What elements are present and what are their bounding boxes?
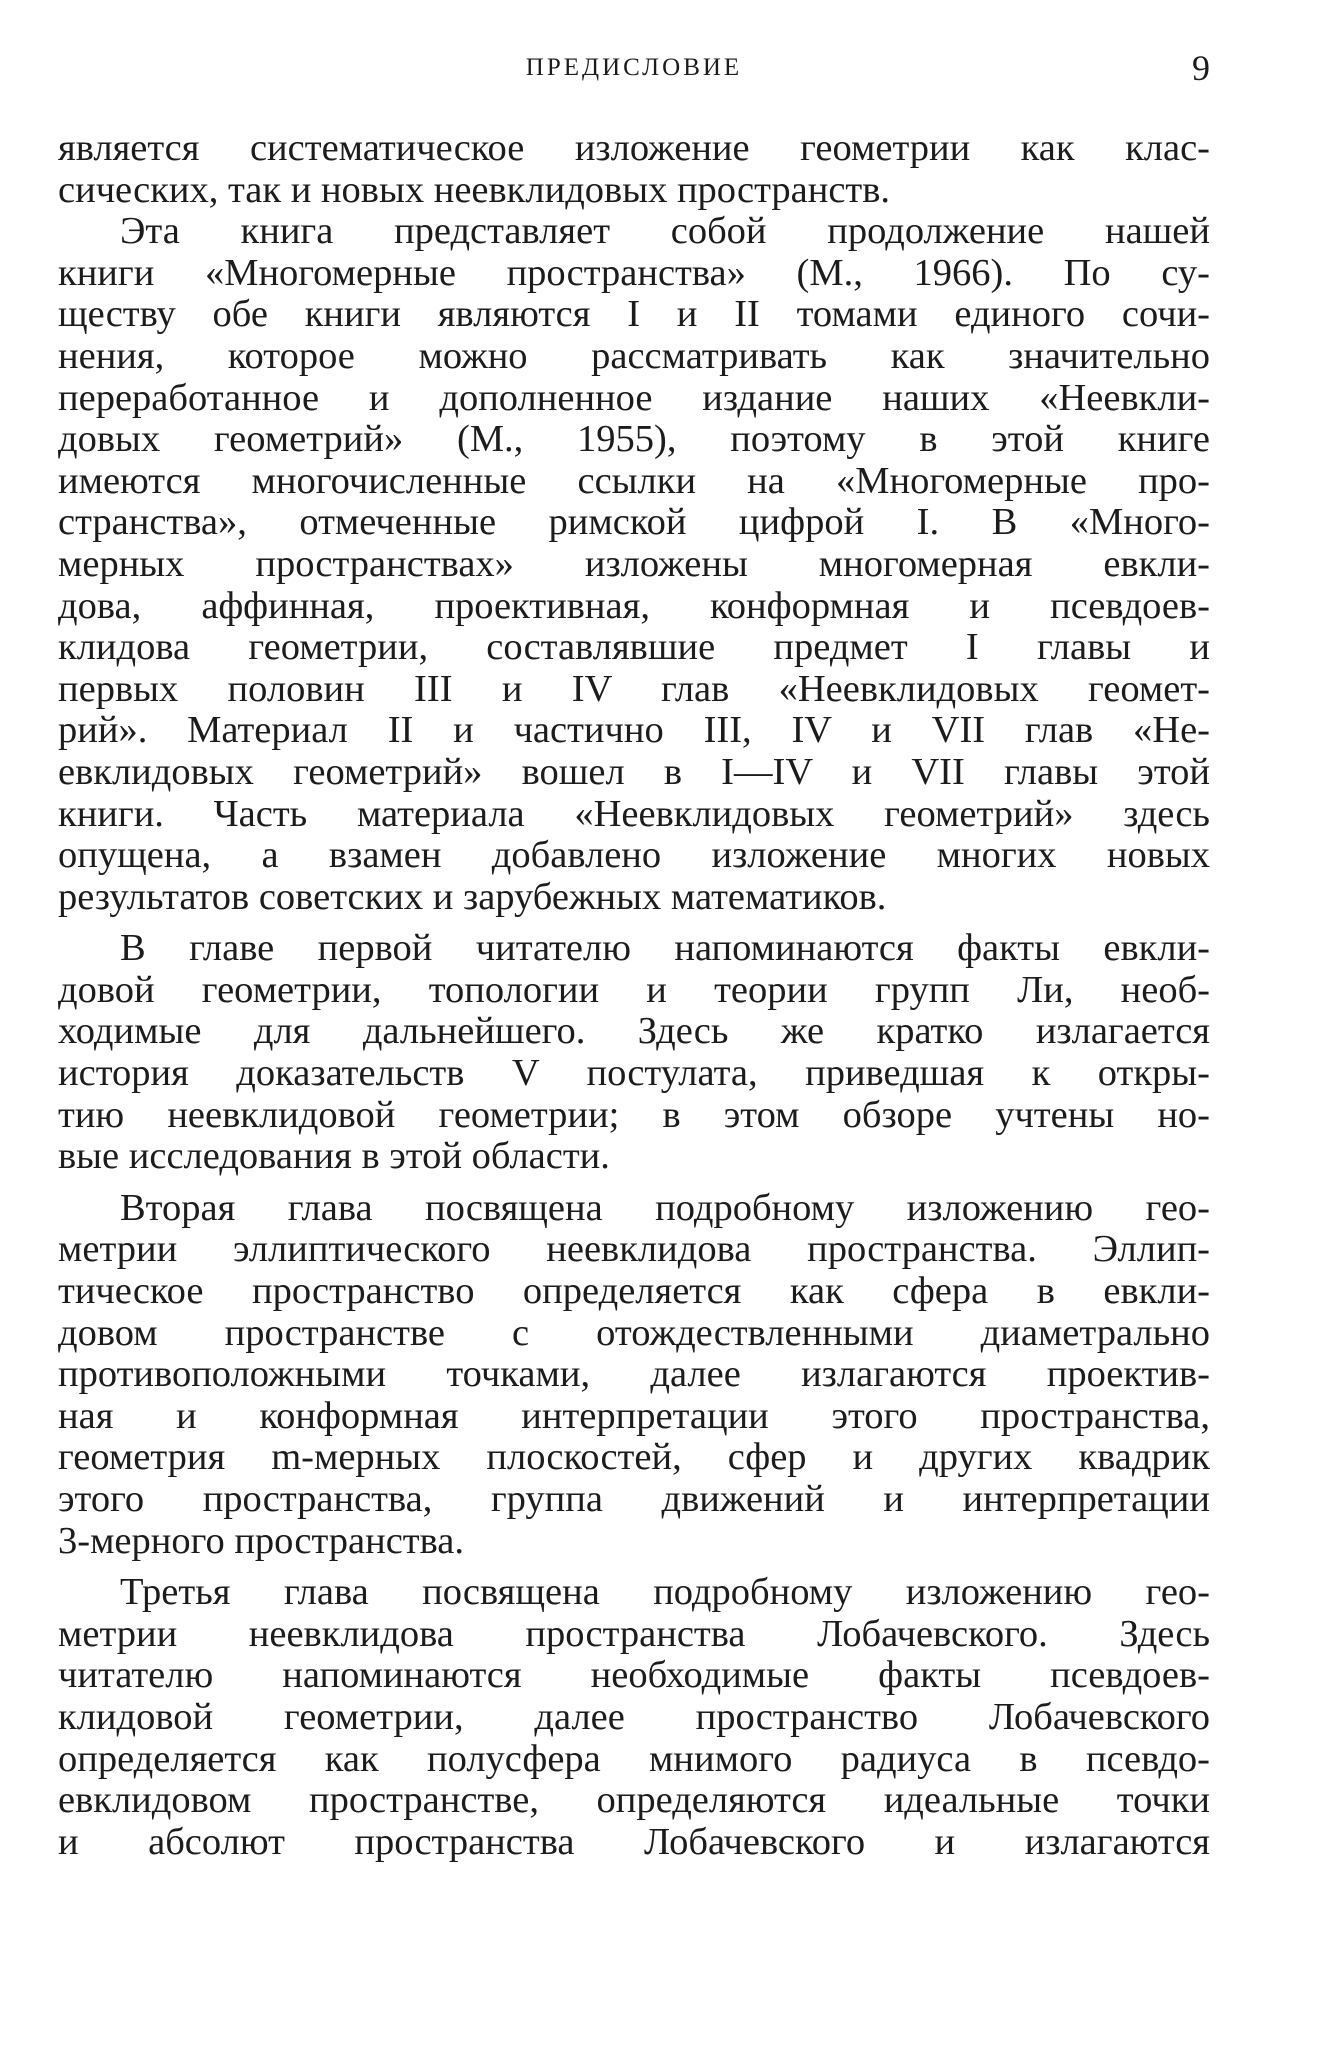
text-line: вые исследования в этой области. xyxy=(58,1135,610,1178)
running-title: ПРЕДИСЛОВИЕ xyxy=(525,54,743,81)
paragraph xyxy=(58,211,1210,918)
text-line: довой геометрии, топологии и теории групп Ли, необ- xyxy=(58,968,1210,1011)
text-line: и абсолют пространства Лобачевского и излагаются xyxy=(58,1820,1210,1863)
text-line: читателю напоминаются необходимые факты псевдоев- xyxy=(58,1654,1210,1697)
text-line: странства», отмеченные римской цифрой I. В «Много- xyxy=(58,501,1210,544)
text-line: нения, которое можно рассматривать как значительно xyxy=(58,334,1210,377)
text-line: геометрия m-мерных плоскостей, сфер и других квадрик xyxy=(58,1436,1210,1479)
text-line: В главе первой читателю напоминаются факты евкли- xyxy=(120,927,1210,970)
text-line: опущена, а взамен добавлено изложение многих новых xyxy=(58,834,1210,877)
text-line: клидовой геометрии, далее пространство Лобачевского xyxy=(58,1695,1210,1738)
text-line: результатов советских и зарубежных математиков. xyxy=(58,875,887,918)
text-line: довом пространстве с отождествленными диаметрально xyxy=(58,1311,1210,1354)
text-line: мерных пространствах» изложены многомерная евкли- xyxy=(58,542,1210,585)
paragraph-continuation xyxy=(58,128,1210,211)
text-line: книги. Часть материала «Неевклидовых геометрий» здесь xyxy=(58,792,1210,835)
text-line: ходимые для дальнейшего. Здесь же кратко излагается xyxy=(58,1010,1210,1053)
text-line: книги «Многомерные пространства» (М., 1966). По су- xyxy=(58,251,1210,294)
text-line: переработанное и дополненное издание наших «Неевкли- xyxy=(58,376,1210,419)
text-line: история доказательств V постулата, приведшая к откры- xyxy=(58,1052,1210,1095)
text-line: сических, так и новых неевклидовых пространств. xyxy=(58,168,891,211)
text-line: Третья глава посвящена подробному изложению гео- xyxy=(120,1571,1210,1614)
text-line: является систематическое изложение геометрии как клас- xyxy=(58,127,1210,169)
text-line: первых половин III и IV глав «Неевклидовых геомет- xyxy=(58,667,1210,710)
text-line: евклидовых геометрий» вошел в I—IV и VII главы этой xyxy=(58,750,1210,793)
text-line: рий». Материал II и частично III, IV и VII глав «Не- xyxy=(58,709,1210,752)
text-line: тию неевклидовой геометрии; в этом обзоре учтены но- xyxy=(58,1093,1210,1136)
body-text xyxy=(58,128,1210,1863)
text-line: Вторая глава посвящена подробному изложению гео- xyxy=(120,1186,1210,1229)
text-line: метрии неевклидова пространства Лобачевского. Здесь xyxy=(58,1612,1210,1655)
text-line: Эта книга представляет собой продолжение нашей xyxy=(120,210,1210,253)
text-line: этого пространства, группа движений и интерпретации xyxy=(58,1478,1210,1520)
text-line: метрии эллиптического неевклидова пространства. Эллип- xyxy=(58,1228,1210,1271)
text-line: тическое пространство определяется как сфера в евкли- xyxy=(58,1270,1210,1313)
text-line: противоположными точками, далее излагаются проектив- xyxy=(58,1353,1210,1396)
paragraph xyxy=(58,928,1210,1178)
text-line: довых геометрий» (М., 1955), поэтому в этой книге xyxy=(58,418,1210,461)
text-line: 3-мерного пространства. xyxy=(58,1519,465,1562)
paragraph xyxy=(58,1188,1210,1562)
text-line: дова, аффинная, проективная, конформная и псевдоев- xyxy=(58,584,1210,627)
text-line: евклидовом пространстве, определяются идеальные точки xyxy=(58,1779,1210,1822)
text-line: клидова геометрии, составлявшие предмет I главы и xyxy=(58,626,1210,669)
running-head xyxy=(58,48,1210,88)
paragraph xyxy=(58,1572,1210,1863)
text-line: имеются многочисленные ссылки на «Многомерные про- xyxy=(58,459,1210,502)
text-line: определяется как полусфера мнимого радиуса в псевдо- xyxy=(58,1737,1210,1780)
page-number: 9 xyxy=(1192,48,1210,88)
text-line: ществу обе книги являются I и II томами единого сочи- xyxy=(58,293,1210,336)
text-line: ная и конформная интерпретации этого пространства, xyxy=(58,1394,1210,1437)
